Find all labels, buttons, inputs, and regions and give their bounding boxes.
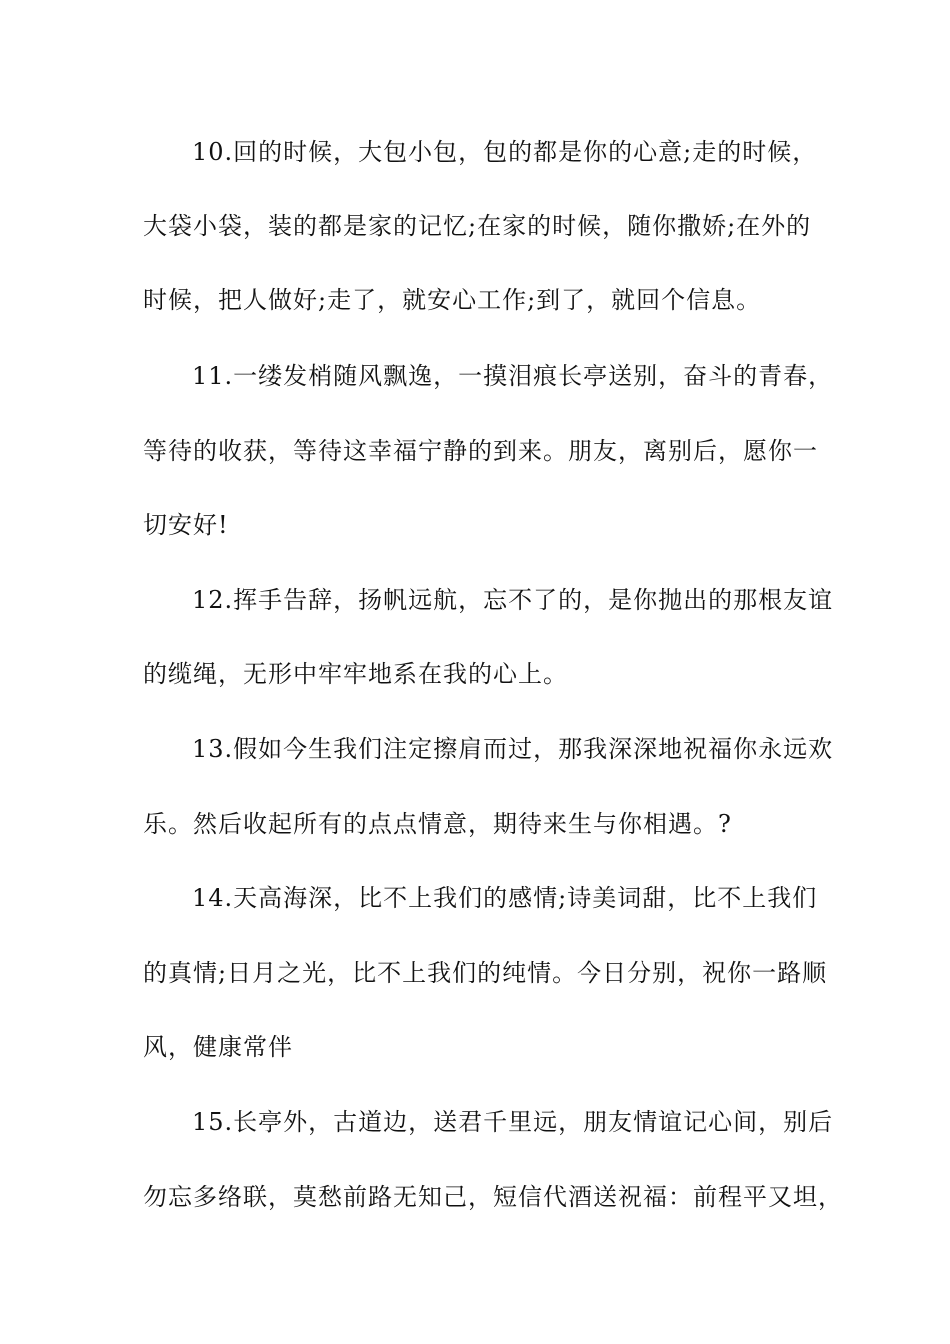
paragraph-12-line-2: 的缆绳，无形中牢牢地系在我的心上。 [143, 660, 568, 688]
paragraph-14-line-1: 14.天高海深，比不上我们的感情;诗美词甜，比不上我们 [192, 884, 818, 912]
paragraph-13-line-1: 13.假如今生我们注定擦肩而过，那我深深地祝福你永远欢 [192, 735, 834, 763]
paragraph-15-line-1: 15.长亭外，古道边，送君千里远，朋友情谊记心间，别后 [192, 1108, 834, 1136]
paragraph-14-line-2: 的真情;日月之光，比不上我们的纯情。今日分别，祝你一路顺 [143, 959, 828, 987]
paragraph-11-line-2: 等待的收获，等待这幸福宁静的到来。朋友，离别后，愿你一 [143, 437, 818, 465]
paragraph-10-line-2: 大袋小袋，装的都是家的记忆;在家的时候，随你撒娇;在外的 [143, 212, 812, 240]
paragraph-12-line-1: 12.挥手告辞，扬帆远航，忘不了的，是你抛出的那根友谊 [192, 586, 834, 614]
paragraph-15-line-2: 勿忘多络联，莫愁前路无知己，短信代酒送祝福：前程平又坦， [143, 1183, 843, 1211]
paragraph-11-line-1: 11.一缕发梢随风飘逸，一摸泪痕长亭送别，奋斗的青春， [192, 362, 834, 390]
paragraph-14-line-3: 风，健康常伴 [143, 1033, 293, 1061]
paragraph-10-line-1: 10.回的时候，大包小包，包的都是你的心意;走的时候， [192, 138, 818, 166]
paragraph-11-line-3: 切安好! [143, 511, 229, 539]
paragraph-13-line-2: 乐。然后收起所有的点点情意，期待来生与你相遇。? [143, 810, 732, 838]
paragraph-10-line-3: 时候，把人做好;走了，就安心工作;到了，就回个信息。 [143, 286, 762, 314]
